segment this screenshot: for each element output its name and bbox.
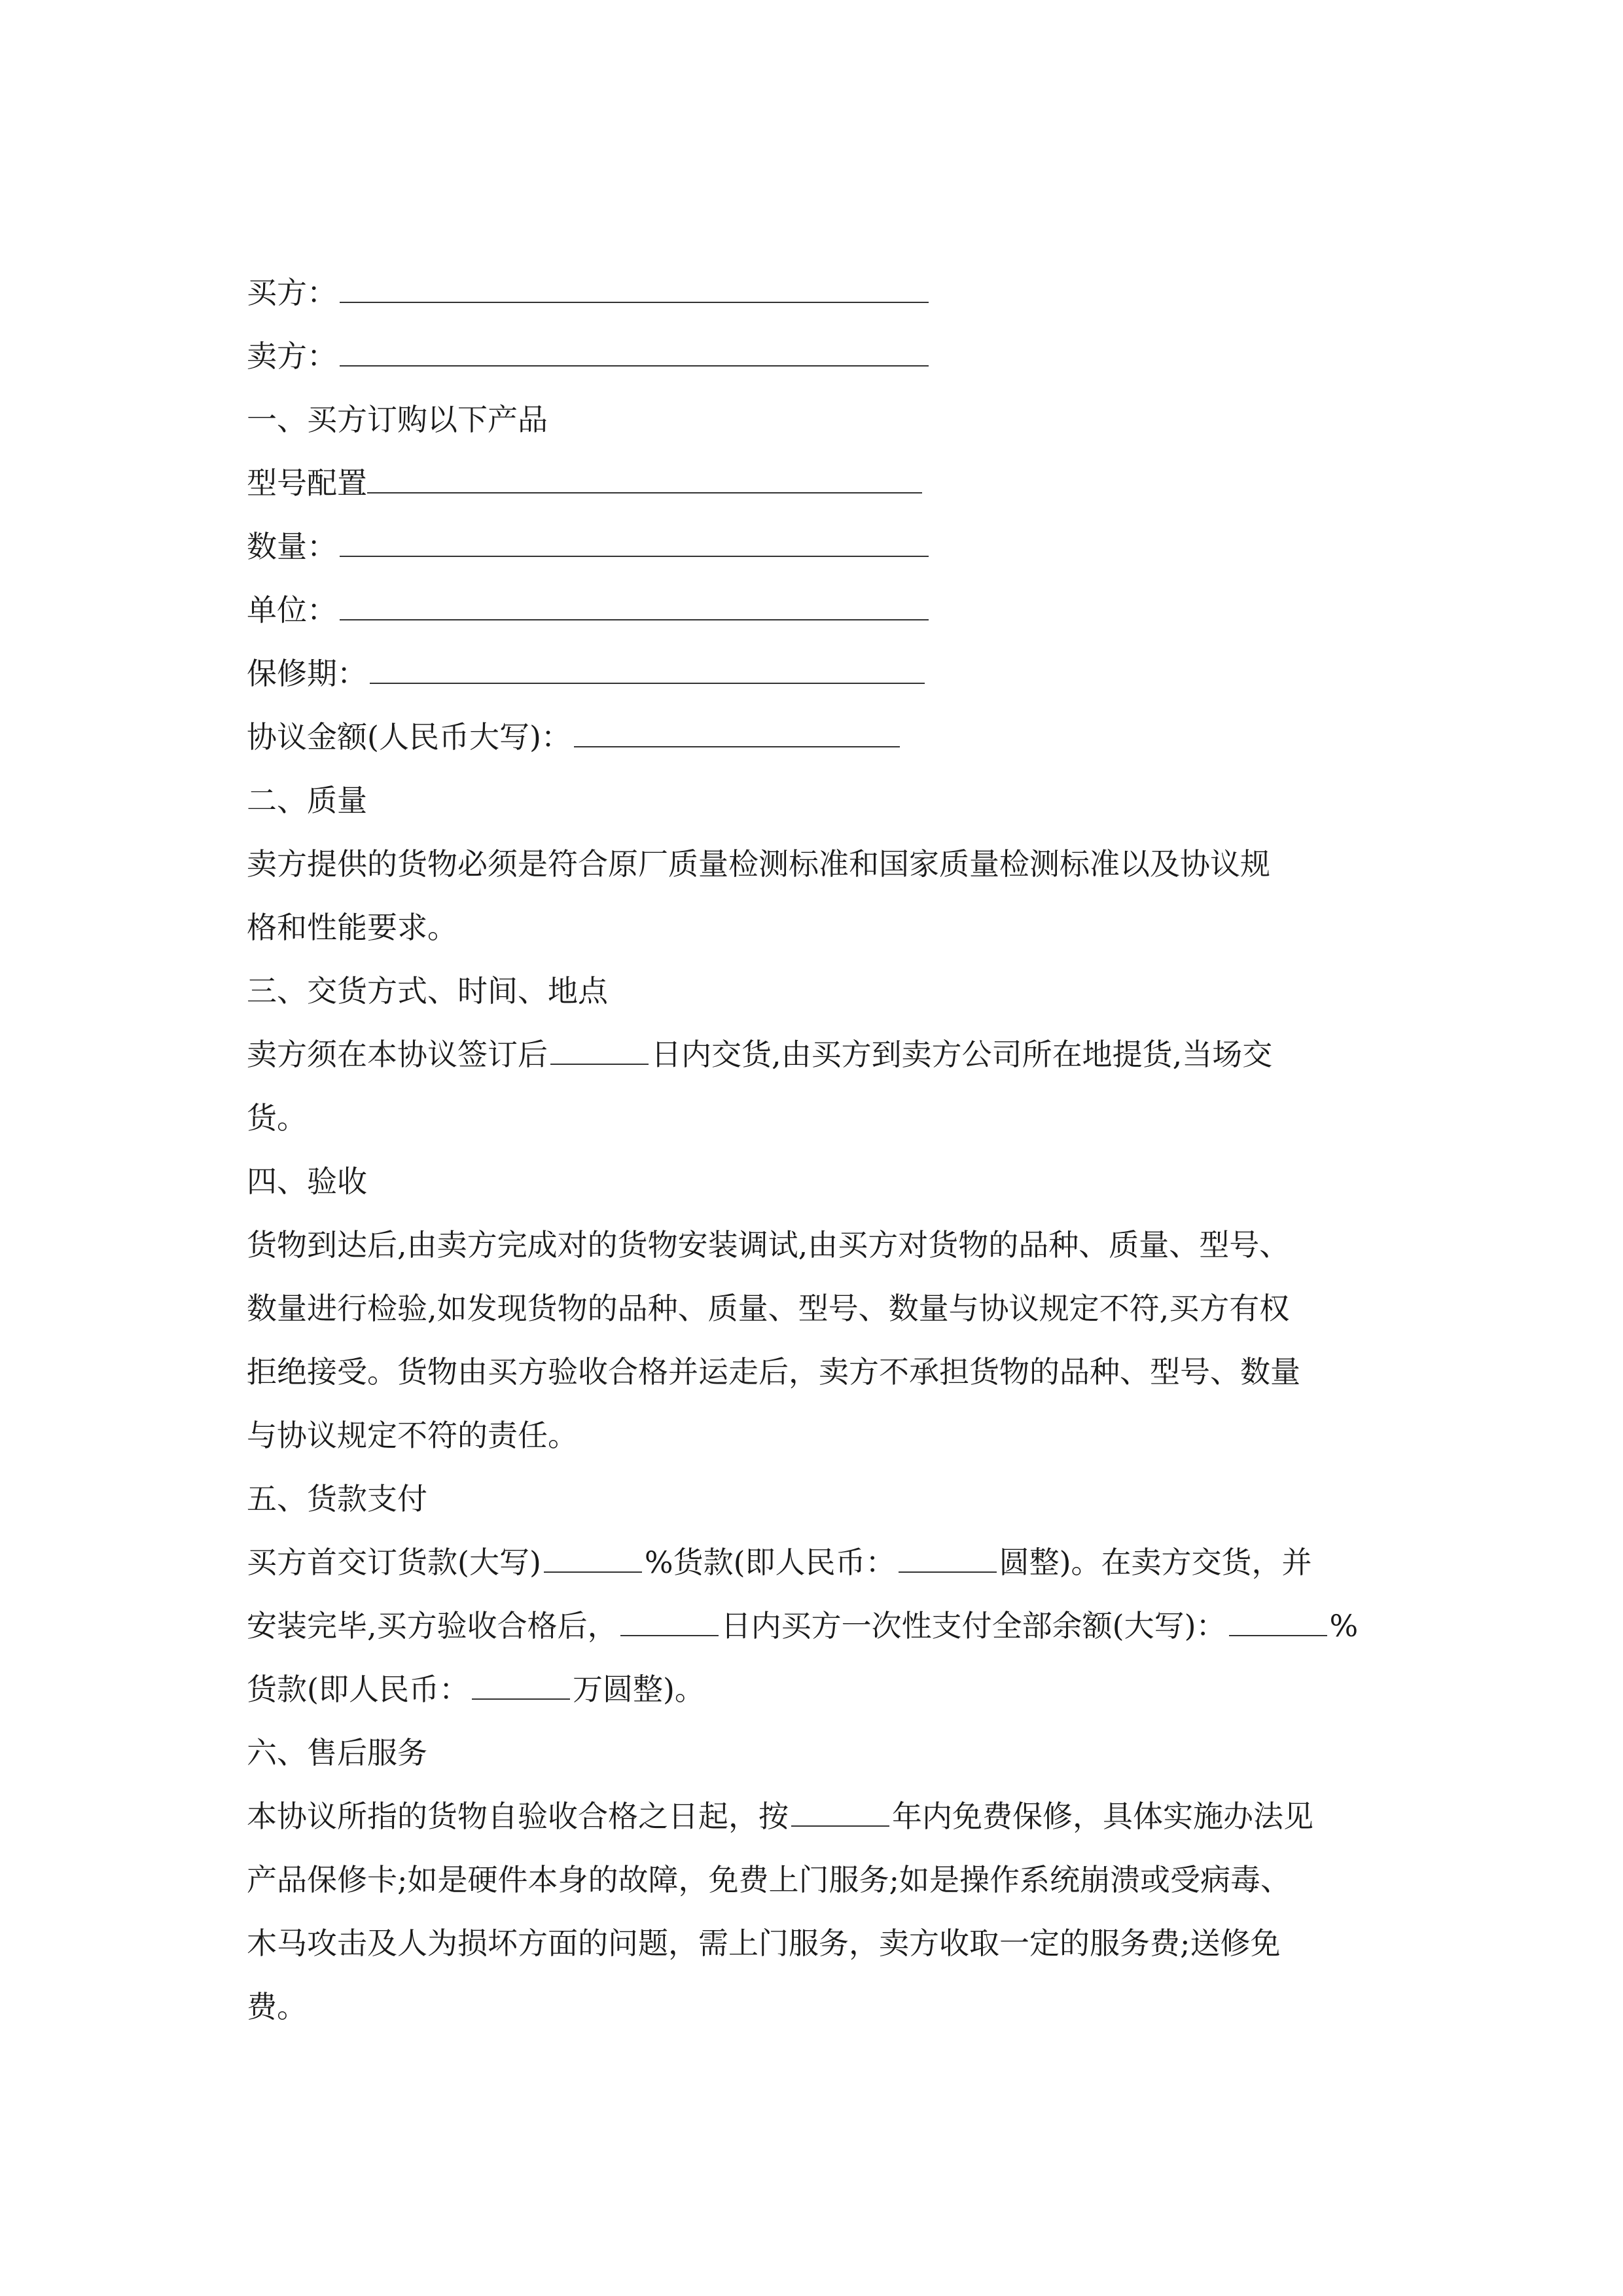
warranty-input-line[interactable] bbox=[370, 659, 925, 684]
balance-percent-blank[interactable] bbox=[1229, 1611, 1327, 1636]
section-3-heading: 三、交货方式、时间、地点 bbox=[247, 973, 608, 1009]
section-4-line-3: 拒绝接受。货物由买方验收合格并运走后，卖方不承担货物的品种、型号、数量 bbox=[247, 1354, 1300, 1390]
seller-field bbox=[247, 337, 931, 375]
section-6-line-1 bbox=[247, 1797, 1313, 1835]
section-2-heading: 二、质量 bbox=[247, 783, 367, 818]
seller-input-line[interactable] bbox=[340, 342, 929, 367]
section-5-line-1 bbox=[247, 1543, 1312, 1581]
quantity-input-line[interactable] bbox=[340, 532, 929, 557]
unit-label: 单位： bbox=[247, 592, 337, 628]
section-5-line-3 bbox=[247, 1670, 705, 1708]
service-text-b: 年内免费保修，具体实施办法见 bbox=[892, 1799, 1313, 1834]
amount-label: 协议金额(人民币大写)： bbox=[247, 719, 571, 755]
delivery-text-b: 日内交货,由买方到卖方公司所在地提货,当场交 bbox=[651, 1037, 1273, 1072]
delivery-text-a: 卖方须在本协议签订后 bbox=[247, 1037, 548, 1072]
section-2-line-1: 卖方提供的货物必须是符合原厂质量检测标准和国家质量检测标准以及协议规 bbox=[247, 846, 1270, 882]
section-4-line-1: 货物到达后,由卖方完成对的货物安装调试,由买方对货物的品种、质量、型号、 bbox=[247, 1227, 1290, 1263]
buyer-label: 买方： bbox=[247, 275, 337, 310]
warranty-label: 保修期： bbox=[247, 656, 367, 691]
model-field bbox=[247, 464, 925, 502]
section-1-heading: 一、买方订购以下产品 bbox=[247, 402, 548, 437]
model-label: 型号配置 bbox=[247, 465, 367, 501]
unit-field bbox=[247, 591, 931, 629]
amount-field bbox=[247, 718, 902, 756]
buyer-input-line[interactable] bbox=[340, 278, 929, 303]
balance-rmb-blank[interactable] bbox=[472, 1675, 570, 1700]
payment-text-e: 日内买方一次性支付全部余额(大写)： bbox=[721, 1608, 1226, 1643]
deposit-percent-blank[interactable] bbox=[544, 1548, 642, 1573]
balance-days-blank[interactable] bbox=[620, 1611, 719, 1636]
section-2-line-2: 格和性能要求。 bbox=[247, 910, 457, 945]
section-5-line-2 bbox=[247, 1607, 1358, 1645]
section-4-line-2: 数量进行检验,如发现货物的品种、质量、型号、数量与协议规定不符,买方有权 bbox=[247, 1291, 1290, 1326]
payment-text-d: 安装完毕,买方验收合格后， bbox=[247, 1608, 618, 1643]
section-5-heading: 五、货款支付 bbox=[247, 1481, 427, 1516]
section-6-heading: 六、售后服务 bbox=[247, 1735, 427, 1770]
section-6-line-3: 木马攻击及人为损坏方面的问题，需上门服务，卖方收取一定的服务费;送修免 bbox=[247, 1926, 1281, 1961]
service-text-a: 本协议所指的货物自验收合格之日起，按 bbox=[247, 1799, 789, 1834]
section-6-line-4: 费。 bbox=[247, 1989, 307, 2024]
delivery-days-blank[interactable] bbox=[550, 1040, 649, 1065]
payment-text-h: 万圆整)。 bbox=[572, 1672, 705, 1707]
quantity-label: 数量： bbox=[247, 529, 337, 564]
payment-text-f: % bbox=[1329, 1608, 1359, 1643]
section-4-line-4: 与协议规定不符的责任。 bbox=[247, 1418, 578, 1453]
buyer-field bbox=[247, 274, 931, 312]
seller-label: 卖方： bbox=[247, 338, 337, 374]
section-3-line-2: 货。 bbox=[247, 1100, 307, 1136]
section-3-line-1 bbox=[247, 1035, 1272, 1073]
warranty-field bbox=[247, 655, 927, 692]
payment-text-b: %货款(即人民币： bbox=[644, 1545, 896, 1580]
payment-text-c: 圆整)。在卖方交货，并 bbox=[999, 1545, 1312, 1580]
model-input-line[interactable] bbox=[367, 469, 922, 493]
unit-input-line[interactable] bbox=[340, 596, 929, 620]
payment-text-g: 货款(即人民币： bbox=[247, 1672, 469, 1707]
amount-input-line[interactable] bbox=[574, 723, 900, 747]
payment-text-a: 买方首交订货款(大写) bbox=[247, 1545, 541, 1580]
quantity-field bbox=[247, 528, 931, 565]
warranty-years-blank[interactable] bbox=[791, 1802, 889, 1827]
deposit-rmb-blank[interactable] bbox=[899, 1548, 997, 1573]
section-6-line-2: 产品保修卡;如是硬件本身的故障，免费上门服务;如是操作系统崩溃或受病毒、 bbox=[247, 1862, 1291, 1897]
section-4-heading: 四、验收 bbox=[247, 1164, 367, 1199]
